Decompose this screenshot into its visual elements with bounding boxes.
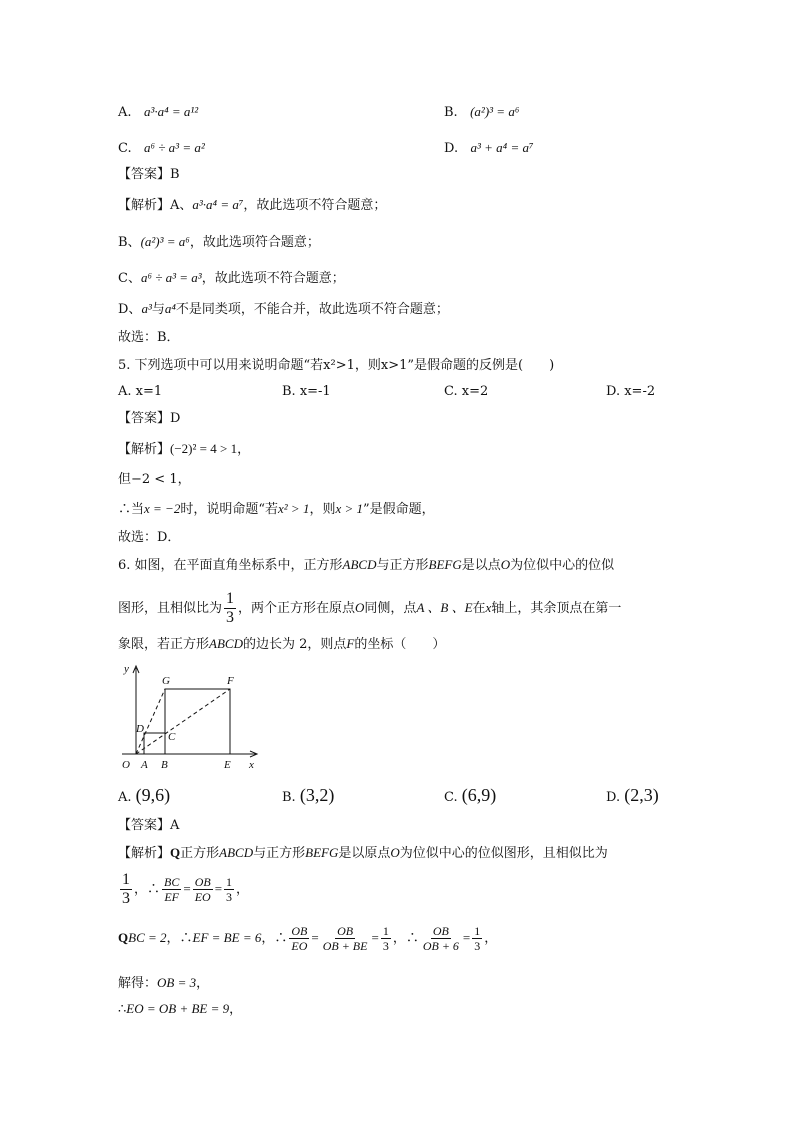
fraction-one-third: $\frac{1}{3}$ [122,871,130,907]
q5-stem: 5. 下列选项中可以用来说明命题“若x²>1，则x>1”是假命题的反例是( ) [118,358,555,373]
q6-stem-line-3: 象限，若正方形ABCD的边长为 2，则点F的坐标（ ） [118,636,446,652]
fraction-ob-ob-be: $\frac{OB}{OB + BE}$ [322,924,368,953]
q6-option-b: B. (3,2) [282,785,335,805]
q4-option-d: D. a³ + a⁴ = a⁷ [444,140,534,156]
label-a: A [141,759,148,771]
q4-analysis-c: C、a⁶ ÷ a³ = a³，故此选项不符合题意； [118,270,345,286]
fraction-bc-ef: $\frac{BC}{EF}$ [164,875,180,904]
fraction-one-third-d: $\frac{1}{3}$ [474,924,481,953]
label-x: x [249,759,254,771]
q5-option-b: B. x=-1 [282,384,331,399]
ratio-fraction: $\frac{1}{3}$ [226,590,235,626]
q5-analysis-3: ∴当x = −2时，说明命题“若x² > 1，则x > 1”是假命题， [118,501,435,517]
label-e: E [224,759,231,771]
q5-answer: 【答案】D [118,411,181,426]
q4-analysis-d: D、a³与a⁴不是同类项，不能合并，故此选项不符合题意； [118,301,449,317]
q6-analysis-1: 【解析】Q正方形ABCD与正方形BEFG是以原点O为位似中心的位似图形，且相似比为 [118,845,608,861]
q4-answer: 【答案】B [118,167,180,182]
fraction-one-third-b: $\frac{1}{3}$ [226,875,233,904]
q4-analysis-b: B、(a²)³ = a⁶，故此选项符合题意； [118,234,320,250]
q5-option-a: A. x=1 [118,384,163,399]
q4-option-d-expr: a³ + a⁴ = a⁷ [470,140,534,155]
label-d: D [136,723,144,735]
label-o: O [122,759,130,771]
q6-option-a: A. (9,6) [118,785,171,805]
q6-analysis-2: $\frac{1}{3}$ ，∴ $\frac{BC}{EF}$ = $\frac{OB}{EO}$ = $\frac{1}{3}$ ， [122,871,250,907]
fraction-one-third-c: $\frac{1}{3}$ [382,924,389,953]
q6-analysis-4: 解得：OB = 3， [118,975,210,991]
q4-option-c: C. a⁶ ÷ a³ = a² [118,140,205,156]
q6-answer: 【答案】A [118,818,180,833]
q5-analysis-2: 但−2 < 1， [118,472,191,487]
q6-option-d: D. (2,3) [606,785,659,805]
fraction-ob-eo: $\frac{OB}{EO}$ [194,875,211,904]
label-c: C [168,731,176,743]
label-y: y [124,663,129,675]
coordinate-figure [118,662,268,772]
q4-analysis-a: 【解析】A、a³·a⁴ = a⁷，故此选项不符合题意； [118,197,387,213]
q6-analysis-3: QBC = 2，∴EF = BE = 6，∴ $\frac{OB}{EO}$ = $\frac{OB}{OB + BE}$ = $\frac{1}{3}$ ，∴ $\frac{OB}{OB + 6}$ = $\frac{1}{3}$ ， [118,924,498,953]
q4-choose: 故选：B． [118,330,180,345]
label-b: B [161,759,168,771]
q6-analysis-5: ∴EO = OB + BE = 9， [118,1001,243,1017]
q4-option-b: B. (a²)³ = a⁶ [444,104,520,120]
q5-choose: 故选：D． [118,530,181,545]
q6-stem-line-1: 6. 如图，在平面直角坐标系中，正方形ABCD与正方形BEFG是以点O为位似中心的位似 [118,557,615,573]
q6-option-c: C. (6,9) [444,785,497,805]
q4-option-b-expr: (a²)³ = a⁶ [470,104,520,119]
square-befg [165,689,230,754]
q4-option-a-expr: a³·a⁴ = a¹² [143,104,199,119]
q6-stem-line-2: 图形，且相似比为 $\frac{1}{3}$ ，两个正方形在原点O同侧，点A 、B 、E在x轴上，其余顶点在第一 [118,590,622,626]
q5-analysis-1: 【解析】(−2)² = 4 > 1， [118,441,251,457]
q5-option-c: C. x=2 [444,384,489,399]
fraction-ob-eo-2: $\frac{OB}{EO}$ [291,924,308,953]
q4-option-c-expr: a⁶ ÷ a³ = a² [144,140,205,155]
q5-option-d: D. x=-2 [606,384,656,399]
label-g: G [162,675,170,687]
fraction-ob-ob-6: $\frac{OB}{OB + 6}$ [422,924,459,953]
label-f: F [227,675,234,687]
q4-option-a: A. a³·a⁴ = a¹² [118,104,199,120]
